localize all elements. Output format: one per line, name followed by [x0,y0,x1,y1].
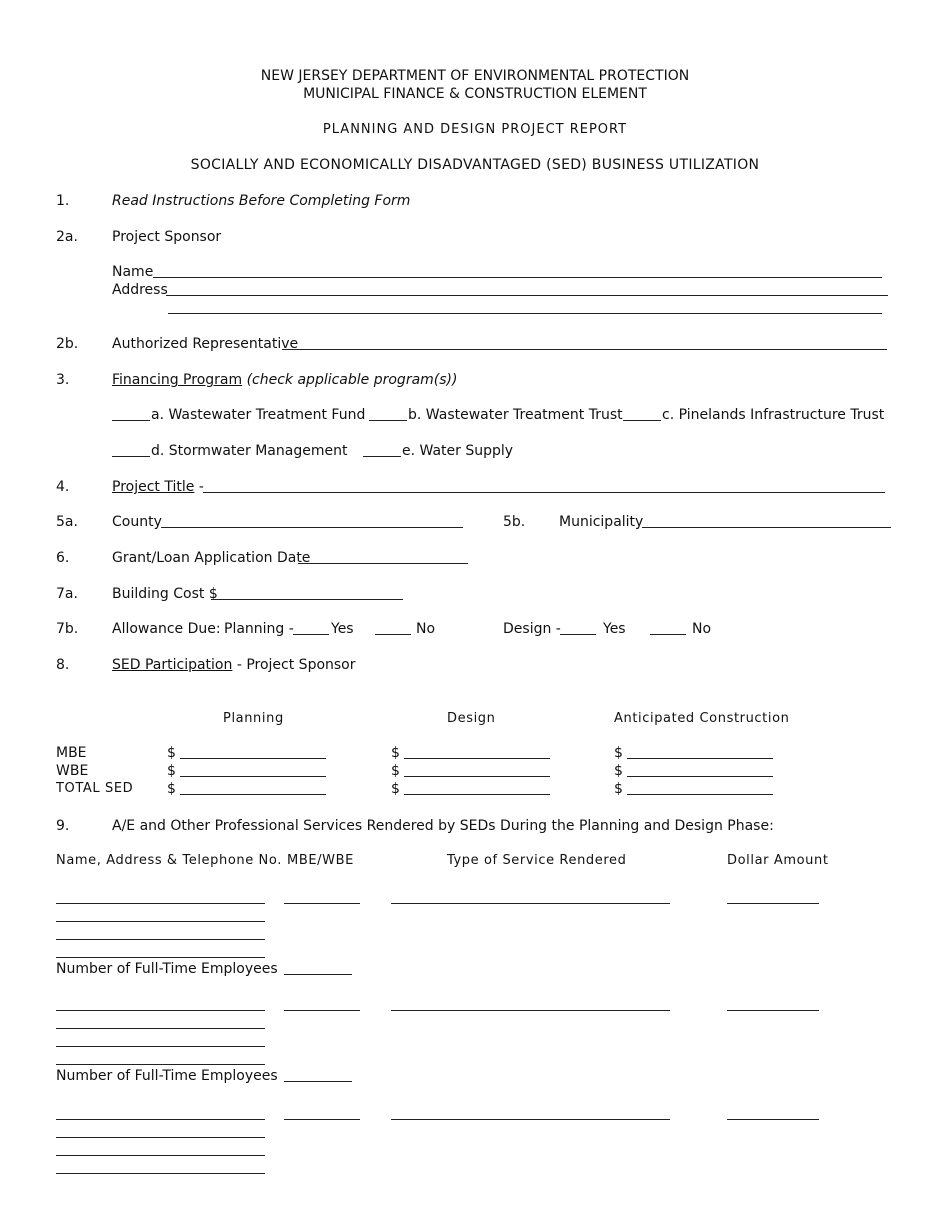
entry-2-service-field[interactable] [391,1010,670,1011]
item-7a-number: 7a. [56,586,78,602]
entry-2-name-line-4[interactable] [56,1064,265,1065]
authorized-rep-field[interactable] [282,349,887,350]
instructions-note: Read Instructions Before Completing Form [112,193,411,209]
entry-1-name-line-4[interactable] [56,957,265,958]
entry-1-name-line-2[interactable] [56,921,265,922]
entry-2-mbe-wbe-field[interactable] [284,1010,360,1011]
report-title: PLANNING AND DESIGN PROJECT REPORT [322,122,628,137]
sed-col-design: Design [447,711,496,726]
option-e-label: e. Water Supply [402,443,514,459]
building-cost-field[interactable] [211,599,403,600]
design-no-checkbox[interactable] [650,634,686,635]
entry-1-service-field[interactable] [391,903,670,904]
financing-program-heading: Financing Program (check applicable program(s)) [112,372,458,388]
sed-participation-label: SED Participation - Project Sponsor [112,657,356,673]
currency-sign: $ [391,781,400,797]
services-col-amount: Dollar Amount [727,853,829,868]
county-field[interactable] [161,527,463,528]
item-2a-number: 2a. [56,229,78,245]
option-c-label: c. Pinelands Infrastructure Trust [662,407,885,423]
allowance-planning-label: Planning - [224,621,294,637]
currency-sign: $ [614,745,623,761]
entry-1-amount-field[interactable] [727,903,819,904]
entry-3-name-line-1[interactable] [56,1119,265,1120]
sponsor-name-label: Name [112,264,154,280]
currency-sign: $ [391,745,400,761]
application-date-label: Grant/Loan Application Date [112,550,311,566]
planning-no-label: No [416,621,436,637]
item-8-number: 8. [56,657,70,673]
wbe-planning-field[interactable] [180,776,326,777]
services-heading: A/E and Other Professional Services Rendered by SEDs During the Planning and Design Phase: [112,818,774,834]
entry-3-name-line-3[interactable] [56,1155,265,1156]
planning-yes-checkbox[interactable] [293,634,329,635]
option-e-checkbox[interactable] [363,456,401,457]
planning-yes-label: Yes [331,621,354,637]
design-no-label: No [692,621,712,637]
option-a-label: a. Wastewater Treatment Fund [151,407,366,423]
item-6-number: 6. [56,550,70,566]
item-4-number: 4. [56,479,70,495]
services-col-name: Name, Address & Telephone No. [56,853,282,868]
entry-3-name-line-2[interactable] [56,1137,265,1138]
building-cost-label: Building Cost $ [112,586,218,602]
option-c-checkbox[interactable] [623,420,661,421]
currency-sign: $ [614,781,623,797]
item-2b-number: 2b. [56,336,79,352]
currency-sign: $ [167,745,176,761]
entry-1-name-line-1[interactable] [56,903,265,904]
project-title-label: Project Title - [112,479,204,495]
currency-sign: $ [614,763,623,779]
entry-3-service-field[interactable] [391,1119,670,1120]
project-title-field[interactable] [203,492,885,493]
entry-1-employees-label: Number of Full-Time Employees [56,961,278,977]
entry-3-name-line-4[interactable] [56,1173,265,1174]
currency-sign: $ [167,781,176,797]
currency-sign: $ [167,763,176,779]
county-label: County [112,514,162,530]
application-date-field[interactable] [298,563,468,564]
entry-3-amount-field[interactable] [727,1119,819,1120]
item-3-number: 3. [56,372,70,388]
planning-no-checkbox[interactable] [375,634,411,635]
municipality-label: Municipality [559,514,644,530]
entry-2-amount-field[interactable] [727,1010,819,1011]
entry-2-name-line-2[interactable] [56,1028,265,1029]
item-5b-number: 5b. [503,514,526,530]
wbe-construction-field[interactable] [627,776,773,777]
sed-row-total: TOTAL SED [56,781,134,796]
services-col-mbe-wbe: MBE/WBE [287,853,354,868]
sed-row-mbe: MBE [56,745,87,761]
entry-2-name-line-3[interactable] [56,1046,265,1047]
wbe-design-field[interactable] [404,776,550,777]
currency-sign: $ [391,763,400,779]
entry-2-employees-label: Number of Full-Time Employees [56,1068,278,1084]
total-construction-field[interactable] [627,794,773,795]
total-design-field[interactable] [404,794,550,795]
mbe-construction-field[interactable] [627,758,773,759]
item-7b-number: 7b. [56,621,79,637]
option-d-label: d. Stormwater Management [151,443,348,459]
option-b-label: b. Wastewater Treatment Trust [408,407,623,423]
entry-1-mbe-wbe-field[interactable] [284,903,360,904]
entry-2-name-line-1[interactable] [56,1010,265,1011]
project-sponsor-heading: Project Sponsor [112,229,222,245]
sed-row-wbe: WBE [56,763,89,779]
entry-3-mbe-wbe-field[interactable] [284,1119,360,1120]
item-5a-number: 5a. [56,514,78,530]
entry-2-employees-field[interactable] [284,1081,352,1082]
entry-1-name-line-3[interactable] [56,939,265,940]
element-title: MUNICIPAL FINANCE & CONSTRUCTION ELEMENT [303,86,647,102]
department-title: NEW JERSEY DEPARTMENT OF ENVIRONMENTAL PROTECTION [260,68,690,84]
mbe-planning-field[interactable] [180,758,326,759]
services-col-type: Type of Service Rendered [447,853,627,868]
sponsor-address-label: Address [112,282,168,298]
allowance-due-label: Allowance Due: [112,621,221,637]
sed-col-planning: Planning [223,711,284,726]
option-d-checkbox[interactable] [112,456,150,457]
design-yes-checkbox[interactable] [560,634,596,635]
municipality-field[interactable] [642,527,891,528]
entry-1-employees-field[interactable] [284,974,352,975]
item-1-number: 1. [56,193,70,209]
subject-title: SOCIALLY AND ECONOMICALLY DISADVANTAGED (SED) BUSINESS UTILIZATION [190,157,760,173]
option-a-checkbox[interactable] [112,420,150,421]
total-planning-field[interactable] [180,794,326,795]
sed-col-construction: Anticipated Construction [614,711,790,726]
design-yes-label: Yes [603,621,626,637]
sponsor-address-field-2[interactable] [168,313,882,314]
sponsor-name-field[interactable] [153,277,882,278]
mbe-design-field[interactable] [404,758,550,759]
item-9-number: 9. [56,818,70,834]
sponsor-address-field[interactable] [166,295,888,296]
authorized-rep-label: Authorized Representative [112,336,299,352]
allowance-design-label: Design - [503,621,561,637]
option-b-checkbox[interactable] [369,420,407,421]
